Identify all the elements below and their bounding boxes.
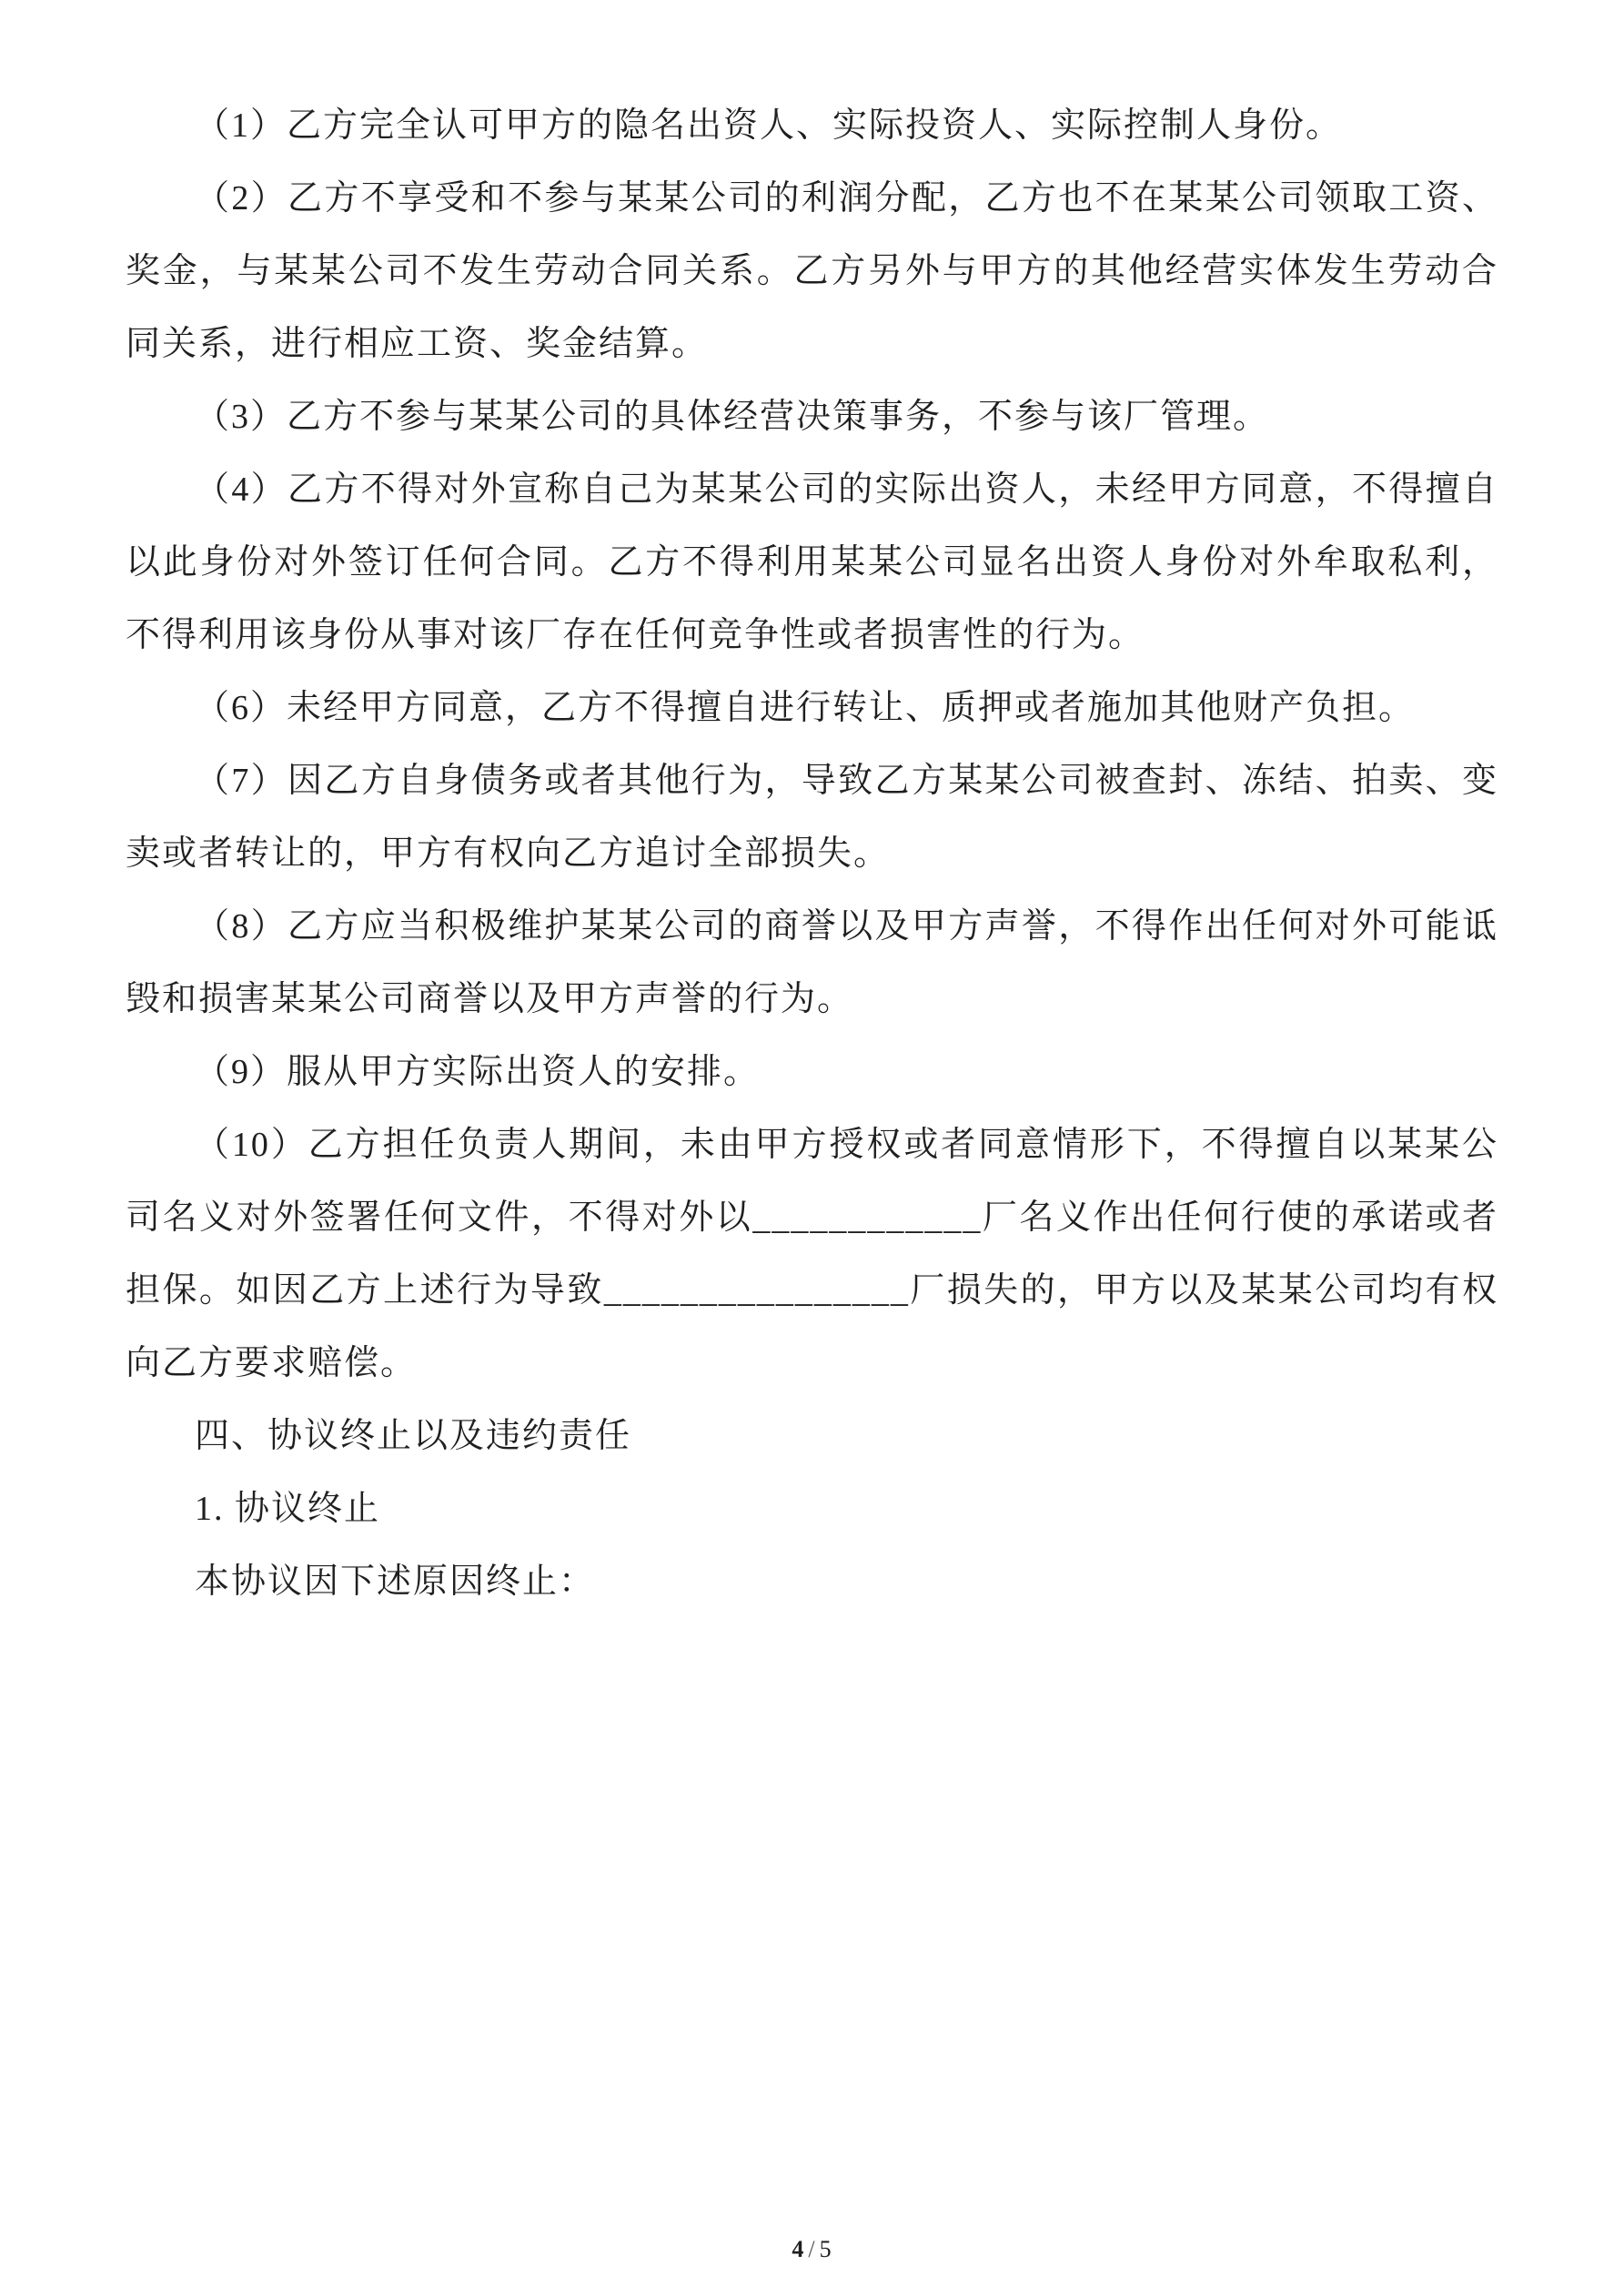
paragraph: 本协议因下述原因终止： xyxy=(195,1563,596,1601)
section-heading: 四、协议终止以及违约责任 xyxy=(195,1417,632,1455)
document-body xyxy=(126,89,1498,1618)
paragraph: （10）乙方担任负责人期间，未由甲方授权或者同意情形下，不得擅自以某某公司名义对外签署任何文件，不得对外以____________厂名义作出任何行使的承诺或者担保。如因乙方上述行为导致________________厂损失的，甲方以及某某公司均有权向乙方要求赔偿。 xyxy=(126,1126,1498,1382)
paragraph: （6）未经甲方同意，乙方不得擅自进行转让、质押或者施加其他财产负担。 xyxy=(195,689,1416,727)
page-number-current: 4 xyxy=(792,2236,805,2262)
page-number-separator: / xyxy=(808,2236,816,2262)
page-number-total: 5 xyxy=(819,2236,832,2262)
paragraph: （2）乙方不享受和不参与某某公司的利润分配，乙方也不在某某公司领取工资、奖金，与某某公司不发生劳动合同关系。乙方另外与甲方的其他经营实体发生劳动合同关系，进行相应工资、奖金结算。 xyxy=(126,179,1498,363)
paragraph: （3）乙方不参与某某公司的具体经营决策事务，不参与该厂管理。 xyxy=(195,398,1270,436)
paragraph: （4）乙方不得对外宣称自己为某某公司的实际出资人，未经甲方同意，不得擅自以此身份对外签订任何合同。乙方不得利用某某公司显名出资人身份对外牟取私利，不得利用该身份从事对该厂存在任何竞争性或者损害性的行为。 xyxy=(126,470,1498,654)
paragraph: （7）因乙方自身债务或者其他行为，导致乙方某某公司被查封、冻结、拍卖、变卖或者转让的，甲方有权向乙方追讨全部损失。 xyxy=(126,762,1498,873)
paragraph: （1）乙方完全认可甲方的隐名出资人、实际投资人、实际控制人身份。 xyxy=(195,106,1343,145)
paragraph: （9）服从甲方实际出资人的安排。 xyxy=(195,1053,761,1091)
subsection-heading: 1. 协议终止 xyxy=(195,1490,381,1528)
page-footer xyxy=(0,2236,1624,2263)
paragraph: （8）乙方应当积极维护某某公司的商誉以及甲方声誉，不得作出任何对外可能诋毁和损害某某公司商誉以及甲方声誉的行为。 xyxy=(126,907,1498,1018)
